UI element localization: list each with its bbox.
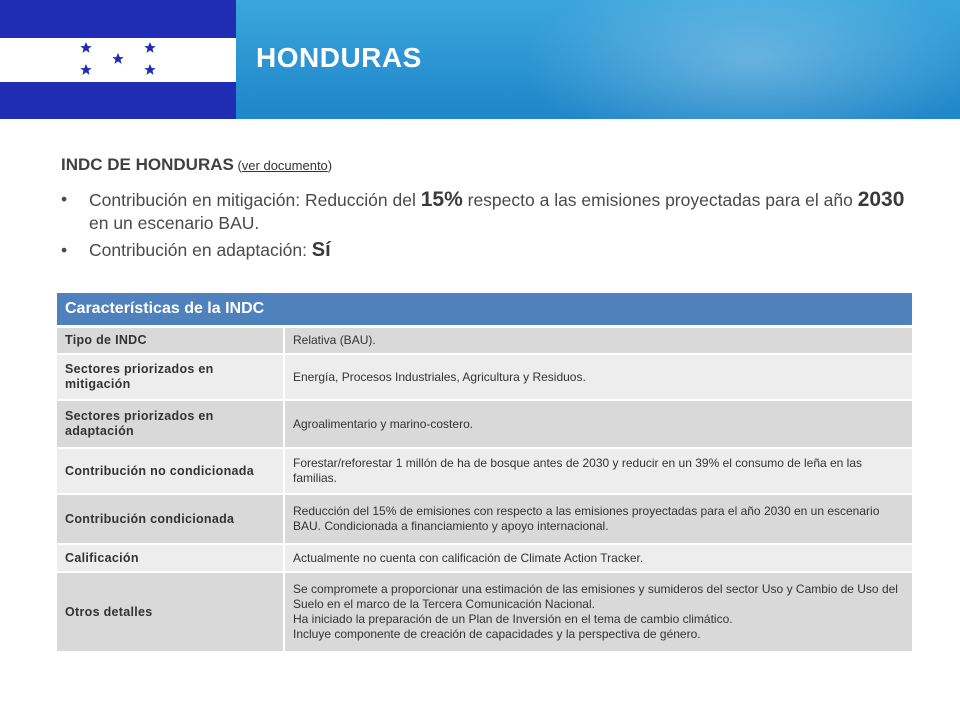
row-key: Tipo de INDC (57, 328, 284, 354)
indc-heading (61, 155, 332, 175)
contribution-list (61, 188, 921, 266)
header-banner (0, 0, 960, 119)
indc-heading-text: INDC DE HONDURAS (61, 155, 234, 174)
table-row (57, 448, 912, 494)
star-icon (112, 53, 123, 64)
table-title: Características de la INDC (57, 293, 912, 328)
star-icon (80, 64, 91, 75)
row-key: Sectores priorizados en mitigación (57, 354, 284, 400)
adaptation-bullet (61, 239, 921, 262)
table-row (57, 494, 912, 544)
mitigation-text-1: Contribución en mitigación: Reducción del (89, 190, 421, 210)
detail-line: Ha iniciado la preparación de un Plan de Inversión en el tema de cambio climático. (293, 612, 733, 626)
mitigation-text-3: en un escenario BAU. (89, 213, 260, 233)
adaptation-value: Sí (311, 239, 331, 261)
detail-line: Incluye componente de creación de capacidades y la perspectiva de género. (293, 627, 701, 641)
document-link[interactable]: ver documento (241, 158, 328, 173)
row-key: Calificación (57, 544, 284, 572)
table-row (57, 400, 912, 448)
row-value: Reducción del 15% de emisiones con respecto a las emisiones proyectadas para el año 2030 en un escenario BAU. Condicionada a financiamiento y apoyo internacional. (284, 494, 912, 544)
row-key: Contribución no condicionada (57, 448, 284, 494)
adaptation-text: Contribución en adaptación: (89, 240, 312, 260)
doc-close-paren: ) (327, 158, 333, 173)
row-value (284, 572, 912, 652)
mitigation-percent: 15% (420, 188, 463, 211)
row-value: Actualmente no cuenta con calificación de Climate Action Tracker. (284, 544, 912, 572)
row-value: Agroalimentario y marino-costero. (284, 400, 912, 448)
row-key: Sectores priorizados en adaptación (57, 400, 284, 448)
row-key: Contribución condicionada (57, 494, 284, 544)
mitigation-year: 2030 (857, 188, 905, 211)
detail-line: Se compromete a proporcionar una estimación de las emisiones y sumideros del sector Uso y Cambio de Uso del Suelo en el marco de la Tercera Comunicación Nacional. (293, 582, 898, 611)
table-row (57, 328, 912, 354)
page-title: HONDURAS (256, 42, 422, 73)
doc-open-paren: ( (233, 158, 242, 173)
characteristics-grid (57, 328, 912, 653)
row-value: Energía, Procesos Industriales, Agricultura y Residuos. (284, 354, 912, 400)
table-row (57, 544, 912, 572)
mitigation-text-2: respecto a las emisiones proyectadas para el año (462, 190, 858, 210)
star-icon (80, 42, 91, 53)
table-row (57, 354, 912, 400)
flag-stars (0, 0, 236, 119)
mitigation-bullet (61, 188, 921, 235)
indc-characteristics-table (57, 293, 912, 653)
star-icon (144, 64, 155, 75)
row-key: Otros detalles (57, 572, 284, 652)
banner-glow (520, 0, 960, 119)
table-row (57, 572, 912, 652)
row-value: Relativa (BAU). (284, 328, 912, 354)
row-value: Forestar/reforestar 1 millón de ha de bosque antes de 2030 y reducir en un 39% el consumo de leña en las familias. (284, 448, 912, 494)
star-icon (144, 42, 155, 53)
honduras-flag-icon (0, 0, 236, 119)
